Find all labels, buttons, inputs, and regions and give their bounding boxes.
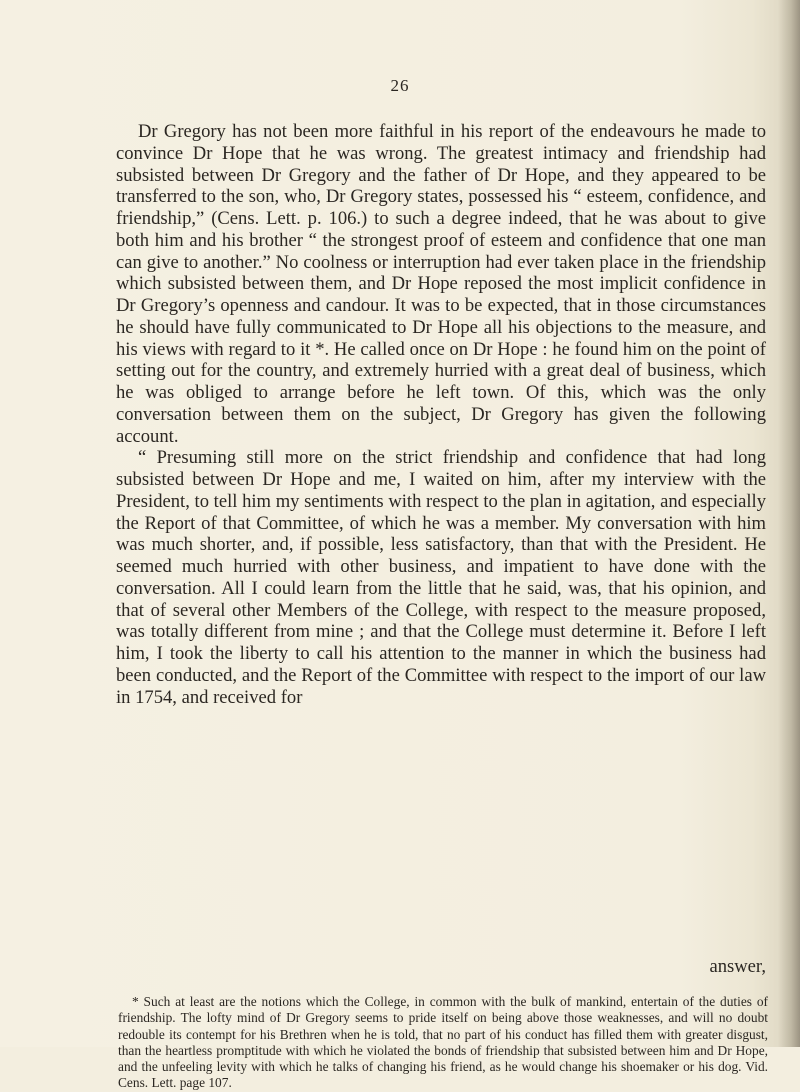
main-text [116, 121, 766, 708]
page-gutter-shadow [778, 0, 800, 1047]
page-number: 26 [390, 76, 410, 95]
paragraph-1: Dr Gregory has not been more faithful in his report of the endeavours he made to convince Dr Hope that he was wrong. The greatest intimacy and friendship had subsisted between Dr Gregory and the father of Dr Hope, and they appeared to be transferred to the son, who, Dr Gregory states, possessed his “ esteem, confidence, and friendship,” (Cens. Lett. p. 106.) to such a degree indeed, that he was about to give both him and his brother “ the strongest proof of esteem and confidence that one man can give to another.” No coolness or interruption had ever taken place in the friendship which subsisted between them, and Dr Hope reposed the most implicit confidence in Dr Gregory’s openness and candour. It was to be expected, that in those circumstances he should have fully communicated to Dr Hope all his objections to the measure, and his views with regard to it *. He called once on Dr Hope : he found him on the point of setting out for the country, and extremely hurried with a great deal of business, which he was obliged to arrange before he left town. Of this, which was the only conversation between them on the subject, Dr Gregory has given the following account. [116, 121, 766, 447]
paragraph-2: “ Presuming still more on the strict friendship and confidence that had long subsisted between Dr Hope and me, I waited on him, after my interview with the President, to tell him my sentiments with respect to the plan in agitation, and especially the Report of that Committee, of which he was a member. My conversation with him was much shorter, and, if possible, less satisfactory, than that with the President. He seemed much hurried with other business, and impatient to have done with the conversation. All I could learn from the little that he said, was, that his opinion, and that of several other Members of the College, with respect to the measure proposed, was totally different from mine ; and that the College must determine it. Before I left him, I took the liberty to call his attention to the manner in which the business had been conducted, and the Report of the Committee with respect to the import of our law in 1754, and received for [116, 447, 766, 708]
footnote: * Such at least are the notions which the College, in common with the bulk of mankind, entertain of the duties of friendship. The lofty mind of Dr Gregory seems to pride itself on being above those weaknesses, and will no doubt redouble its contempt for his Brethren when he is told, that no part of his conduct has filled them with greater disgust, than the heartless promptitude with which he violated the bonds of friendship that subsisted between him and Dr Hope, and the unfeeling levity with which he talks of changing his friend, as he would change his shoemaker or his dog. Vid. Cens. Lett. page 107. [118, 994, 768, 1091]
catchword: answer, [709, 956, 766, 977]
